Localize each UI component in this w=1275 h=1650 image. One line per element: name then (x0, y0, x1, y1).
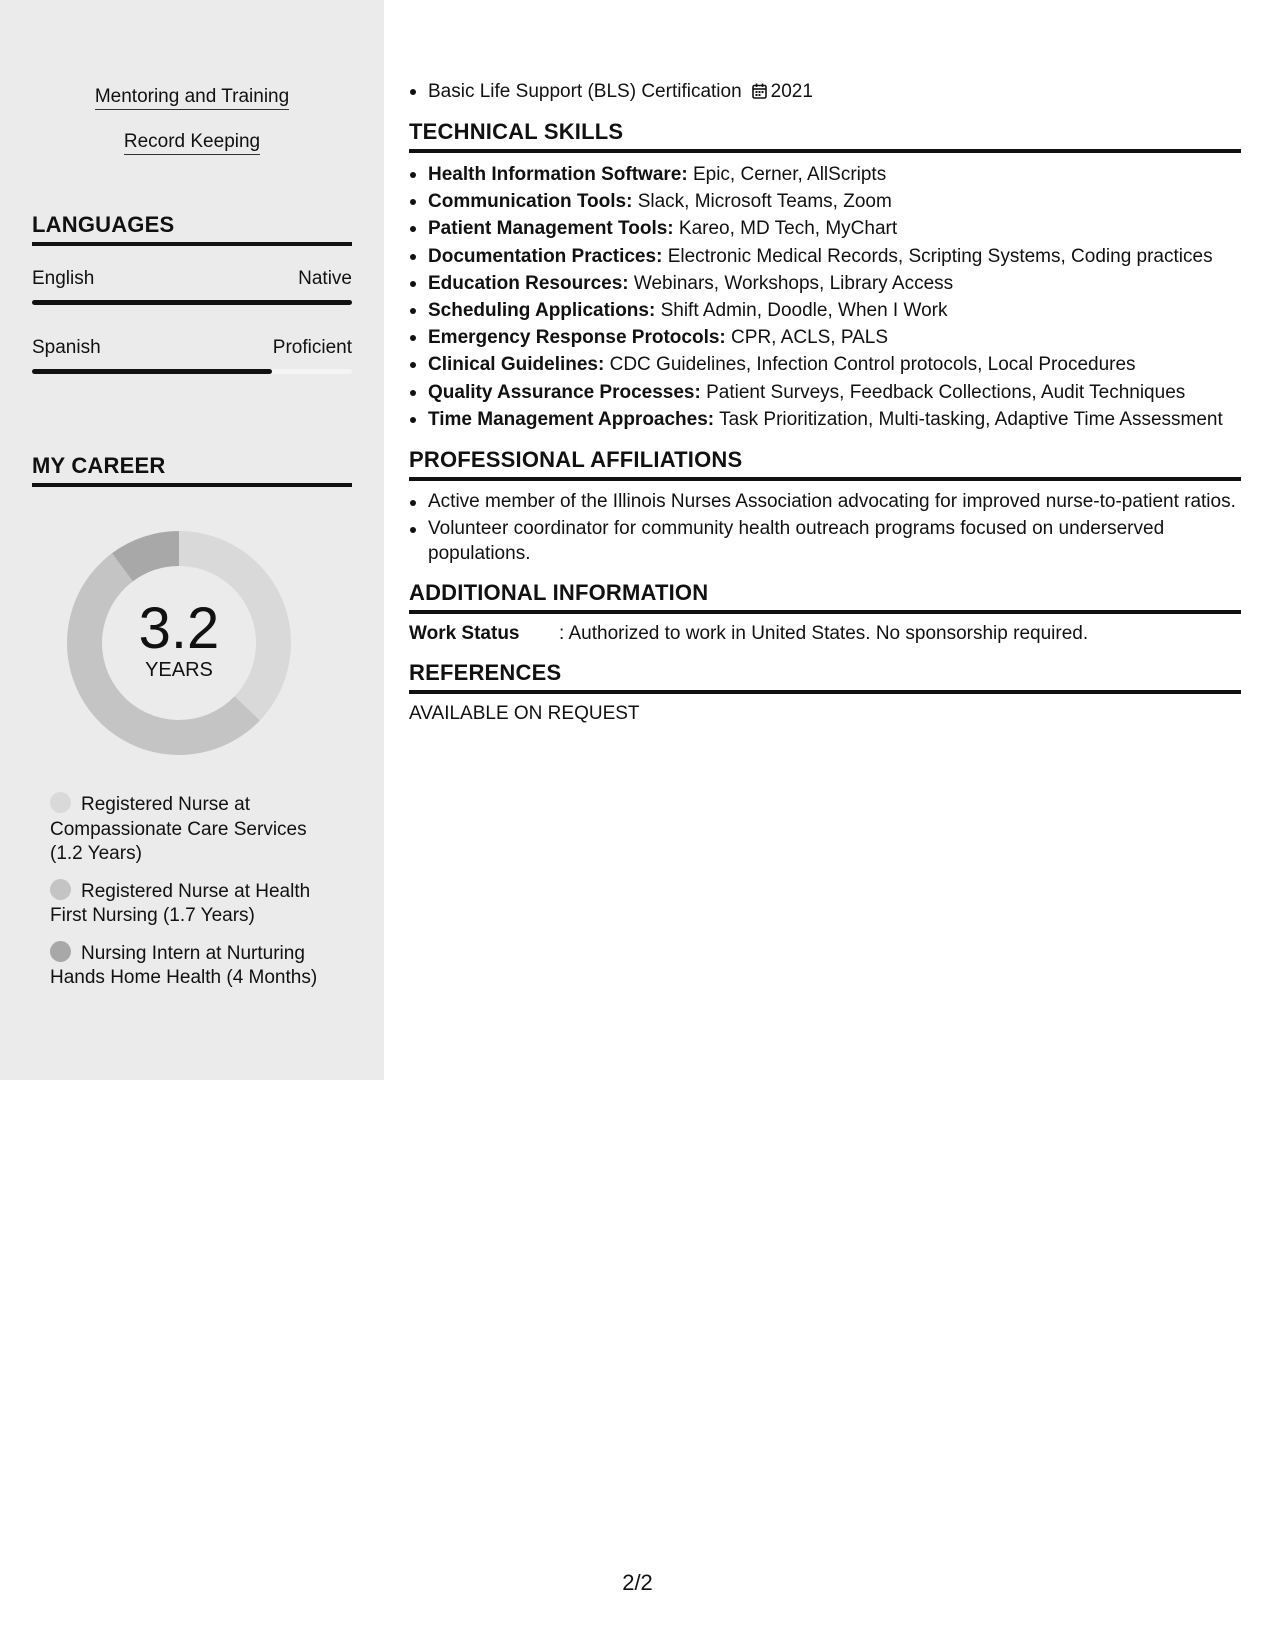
skill-label: Health Information Software: (428, 164, 688, 185)
skill-value: Shift Admin, Doodle, When I Work (660, 300, 948, 322)
language-level: Proficient (272, 337, 352, 358)
career-heading: MY CAREER (32, 453, 352, 487)
skill-item (409, 379, 1241, 406)
affiliations-heading: PROFESSIONAL AFFILIATIONS (409, 447, 1241, 481)
skill-item (409, 406, 1241, 433)
certification-name: Basic Life Support (BLS) Certification (428, 81, 742, 102)
skill-item (409, 351, 1241, 378)
career-item (50, 792, 330, 867)
skill-item (409, 270, 1241, 297)
certification-year: 2021 (770, 81, 813, 102)
career-total-years: 3.2 (138, 596, 220, 661)
language-name: English (32, 268, 95, 289)
skill-value: Electronic Medical Records, Scripting Systems, Coding practices (667, 245, 1213, 267)
skill-item (409, 188, 1241, 215)
language-row-spanish (32, 337, 352, 359)
career-item-label: Registered Nurse at Compassionate Care Services (1.2 Years) (50, 794, 307, 864)
skill-label: Education Resources: (428, 272, 629, 294)
skill-label: Clinical Guidelines: (428, 354, 605, 376)
skill-value: Epic, Cerner, AllScripts (692, 164, 887, 185)
career-item (50, 941, 330, 991)
language-bar-english (32, 300, 352, 305)
certification-list (409, 78, 1241, 105)
skill-label: Quality Assurance Processes: (428, 381, 701, 403)
legend-dot (50, 879, 71, 900)
career-item (50, 879, 330, 929)
skill-label: Time Management Approaches: (428, 408, 715, 430)
skill-label: Patient Management Tools: (428, 218, 674, 240)
skill-value: Patient Surveys, Feedback Collections, Audit Techniques (706, 381, 1186, 403)
skill-value: Webinars, Workshops, Library Access (633, 272, 954, 294)
language-bar-fill (32, 300, 352, 305)
language-bar-fill (32, 369, 272, 374)
references-text: AVAILABLE ON REQUEST (409, 703, 640, 725)
certification-item (409, 78, 1241, 105)
legend-dot (50, 792, 71, 813)
skill-label: Emergency Response Protocols: (428, 327, 726, 349)
language-level: Native (298, 268, 352, 289)
references-heading: REFERENCES (409, 660, 1241, 694)
career-legend (50, 792, 330, 1003)
skill-link-mentoring[interactable]: Mentoring and Training (95, 86, 289, 110)
skill-value: Slack, Microsoft Teams, Zoom (637, 191, 892, 213)
calendar-icon (752, 83, 767, 99)
skill-value: CPR, ACLS, PALS (731, 327, 889, 349)
skill-item (409, 161, 1241, 188)
career-item-label: Registered Nurse at Health First Nursing (1.7 Years) (50, 880, 311, 926)
technical-skills-list (409, 161, 1241, 433)
affiliations-list (409, 489, 1241, 566)
languages-heading: LANGUAGES (32, 212, 352, 246)
skill-item (409, 243, 1241, 270)
skill-label: Scheduling Applications: (428, 300, 656, 322)
language-bar-spanish (32, 369, 352, 374)
language-name: Spanish (32, 337, 101, 358)
legend-dot (50, 941, 71, 962)
additional-info-heading: ADDITIONAL INFORMATION (409, 580, 1241, 614)
technical-skills-heading: TECHNICAL SKILLS (409, 119, 1241, 153)
certification-date (752, 81, 813, 102)
work-status-row (409, 622, 1241, 646)
skill-links (0, 86, 384, 176)
skill-label: Communication Tools: (428, 191, 633, 213)
work-status-label: Work Status (409, 623, 520, 645)
career-donut-chart (66, 530, 292, 756)
skill-link-record-keeping[interactable]: Record Keeping (124, 131, 260, 155)
skill-value: Task Prioritization, Multi-tasking, Adaptive Time Assessment (719, 408, 1223, 430)
skill-value: CDC Guidelines, Infection Control protocols, Local Procedures (609, 354, 1136, 376)
skill-item (409, 215, 1241, 242)
skill-item (409, 324, 1241, 351)
donut-center (66, 530, 292, 756)
language-row-english (32, 268, 352, 290)
career-item-label: Nursing Intern at Nurturing Hands Home Health (4 Months) (50, 942, 318, 988)
career-total-unit: YEARS (145, 659, 213, 681)
skill-label: Documentation Practices: (428, 245, 663, 267)
affiliation-item: Active member of the Illinois Nurses Association advocating for improved nurse-to-patient ratios. (409, 489, 1241, 514)
skill-value: Kareo, MD Tech, MyChart (678, 218, 898, 240)
page-number: 2/2 (622, 1570, 653, 1595)
sidebar (0, 0, 384, 1080)
affiliation-item: Volunteer coordinator for community health outreach programs focused on underserved populations. (409, 516, 1241, 566)
work-status-value: : Authorized to work in United States. No sponsorship required. (559, 623, 1089, 645)
main-content (409, 78, 1241, 726)
skill-item (409, 297, 1241, 324)
